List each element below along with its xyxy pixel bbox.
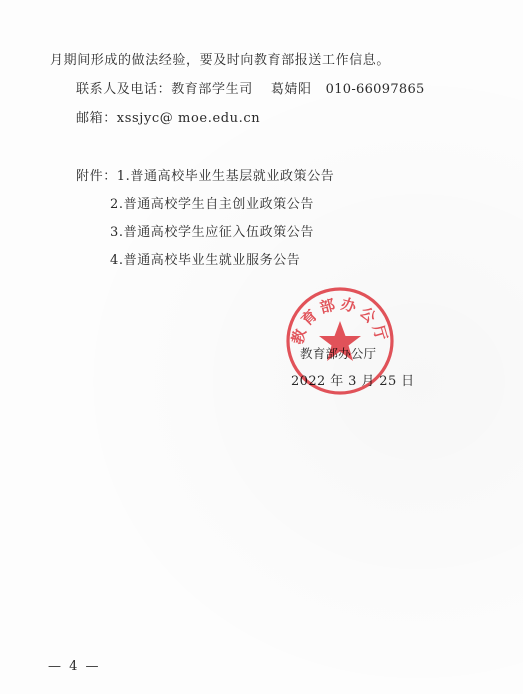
attachment-heading: 附件：1.普通高校毕业生基层就业政策公告 bbox=[76, 169, 335, 184]
contact-name: 葛婧阳 bbox=[270, 82, 312, 97]
contact-phone: 010-66097865 bbox=[325, 82, 425, 97]
signature-date: 2022 年 3 月 25 日 bbox=[291, 374, 415, 389]
attachment-item: 3.普通高校学生应征入伍政策公告 bbox=[110, 225, 315, 240]
email-line: 邮箱：xssjyc@ moe.edu.cn bbox=[76, 111, 261, 126]
signature-office: 教育部办公厅 bbox=[300, 346, 377, 361]
attachment-item: 4.普通高校毕业生就业服务公告 bbox=[110, 253, 301, 268]
official-seal-stamp bbox=[284, 285, 396, 397]
body-line-report-info: 月期间形成的做法经验，要及时向教育部报送工作信息。 bbox=[50, 53, 391, 68]
seal-star-icon bbox=[319, 321, 361, 361]
seal-arc-text: 教育部办公厅 bbox=[288, 294, 392, 347]
page-number: — 4 — bbox=[48, 659, 101, 674]
attachment-item: 2.普通高校学生自主创业政策公告 bbox=[110, 197, 315, 212]
contact-label: 联系人及电话：教育部学生司 bbox=[76, 82, 253, 97]
contact-line bbox=[76, 82, 425, 98]
